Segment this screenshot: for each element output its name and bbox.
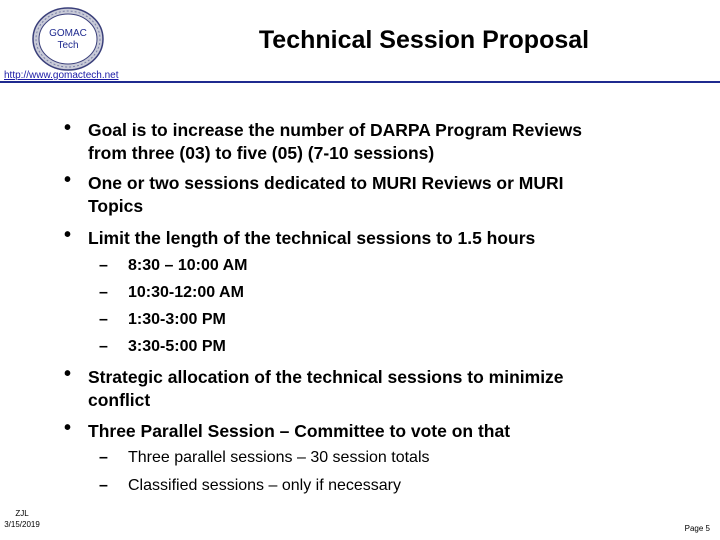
bullet-text: Limit the length of the technical sessions to 1.5 hours xyxy=(88,228,536,248)
time-slot: 10:30-12:00 AM xyxy=(128,284,244,301)
bullet-icon: • xyxy=(64,363,72,385)
footer-author-date xyxy=(2,508,42,530)
svg-text:GOMAC: GOMAC xyxy=(49,28,87,39)
dash-icon: – xyxy=(99,477,108,494)
bullet-text: Topics xyxy=(88,196,144,216)
dash-icon: – xyxy=(99,257,108,274)
header-divider xyxy=(0,81,720,83)
bullet-icon: • xyxy=(64,224,72,246)
page-number: Page 5 xyxy=(684,524,710,533)
bullet-text: from three (03) to five (05) (7-10 sessions) xyxy=(88,143,435,163)
time-slot: 8:30 – 10:00 AM xyxy=(128,257,248,274)
dash-icon: – xyxy=(99,338,108,355)
bullet-text: One or two sessions dedicated to MURI Reviews or MURI xyxy=(88,173,564,193)
bullet-icon: • xyxy=(64,117,72,139)
gomac-tech-logo xyxy=(32,7,104,71)
date: 3/15/2019 xyxy=(4,520,40,529)
dash-icon: – xyxy=(99,284,108,301)
time-slot: 3:30-5:00 PM xyxy=(128,338,226,355)
author: ZJL xyxy=(15,509,29,518)
bullet-text: Goal is to increase the number of DARPA Program Reviews xyxy=(88,120,583,140)
time-slot: 1:30-3:00 PM xyxy=(128,311,226,328)
svg-text:Tech: Tech xyxy=(57,40,79,51)
bullet-icon: • xyxy=(64,169,72,191)
sub-bullet-text: Classified sessions – only if necessary xyxy=(128,477,402,494)
sub-bullet-text: Three parallel sessions – 30 session totals xyxy=(128,449,430,466)
slide-title: Technical Session Proposal xyxy=(258,26,590,54)
dash-icon: – xyxy=(99,311,108,328)
bullet-text: Strategic allocation of the technical sessions to minimize xyxy=(88,367,564,387)
bullet-icon: • xyxy=(64,417,72,439)
bullet-text: conflict xyxy=(88,390,151,410)
dash-icon: – xyxy=(99,449,108,466)
website-link[interactable]: http://www.gomactech.net xyxy=(4,70,119,81)
bullet-text: Three Parallel Session – Committee to vote on that xyxy=(88,421,511,441)
